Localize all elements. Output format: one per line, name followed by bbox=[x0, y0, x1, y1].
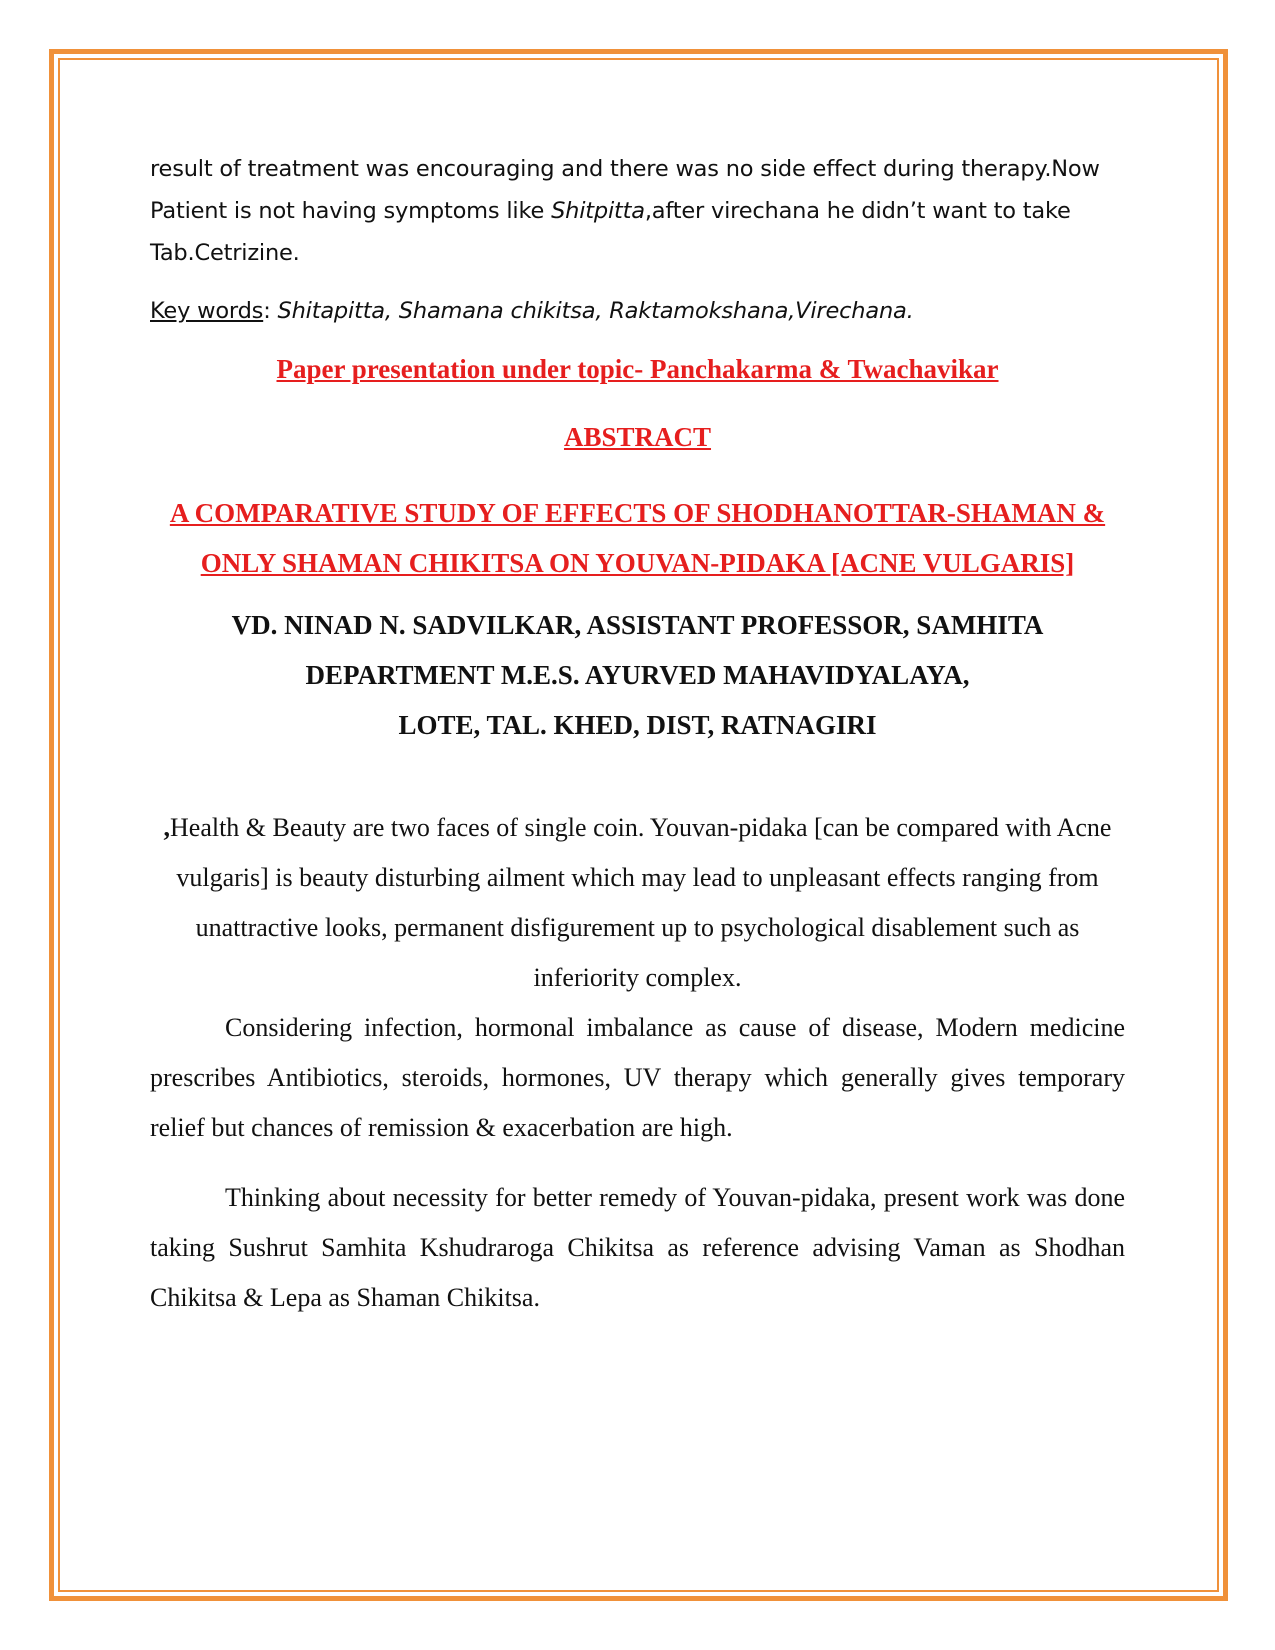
page-content bbox=[150, 148, 1125, 1323]
intro-paragraph bbox=[150, 148, 1125, 274]
intro-italic-term: Shitpitta bbox=[551, 198, 645, 224]
paragraph-1-mark: , bbox=[163, 813, 170, 842]
author-line-1: VD. NINAD N. SADVILKAR, ASSISTANT PROFESSOR, SAMHITA bbox=[231, 610, 1044, 640]
intro-text-1: result of treatment was encouraging and there was no side effect during therapy.Now Patient is not having symptoms like bbox=[150, 156, 1100, 224]
abstract-heading: ABSTRACT bbox=[563, 422, 712, 452]
paragraph-1-text: Health & Beauty are two faces of single coin. Youvan-pidaka [can be compared with Acne vulgaris] is beauty disturbing ailment which may lead to unpleasant effects ranging from unattractive looks, permanent disfigurement up to psychological disablement such as inferiority complex. bbox=[170, 813, 1112, 992]
topic-heading: Paper presentation under topic- Panchakarma & Twachavikar bbox=[276, 354, 999, 384]
keywords-line bbox=[150, 294, 1125, 328]
paragraph-2: Considering infection, hormonal imbalance as cause of disease, Modern medicine prescribes Antibiotics, steroids, hormones, UV therapy which generally gives temporary relief but chances of remission & exacerbation are high. bbox=[150, 1013, 1125, 1142]
author-block bbox=[150, 600, 1125, 750]
paragraph-1 bbox=[150, 803, 1125, 1003]
keywords-separator: : bbox=[263, 298, 278, 324]
keywords-label: Key words bbox=[150, 298, 264, 324]
intro-text-2: ,after virechana he didn’t want to take Tab.Cetrizine. bbox=[150, 198, 1071, 266]
author-line-2: DEPARTMENT M.E.S. AYURVED MAHAVIDYALAYA, bbox=[305, 660, 970, 690]
paragraph-3: Thinking about necessity for better remedy of Youvan-pidaka, present work was done taking Sushrut Samhita Kshudraroga Chikitsa as reference advising Vaman as Shodhan Chikitsa & Lepa as Shaman Chikitsa. bbox=[150, 1183, 1125, 1312]
keywords-values: Shitapitta, Shamana chikitsa, Raktamokshana,Virechana. bbox=[277, 298, 914, 324]
study-title: A COMPARATIVE STUDY OF EFFECTS OF SHODHANOTTAR-SHAMAN & ONLY SHAMAN CHIKITSA ON YOUVAN-PIDAKA [ACNE VULGARIS] bbox=[169, 498, 1106, 578]
author-line-3: LOTE, TAL. KHED, DIST, RATNAGIRI bbox=[398, 710, 877, 740]
